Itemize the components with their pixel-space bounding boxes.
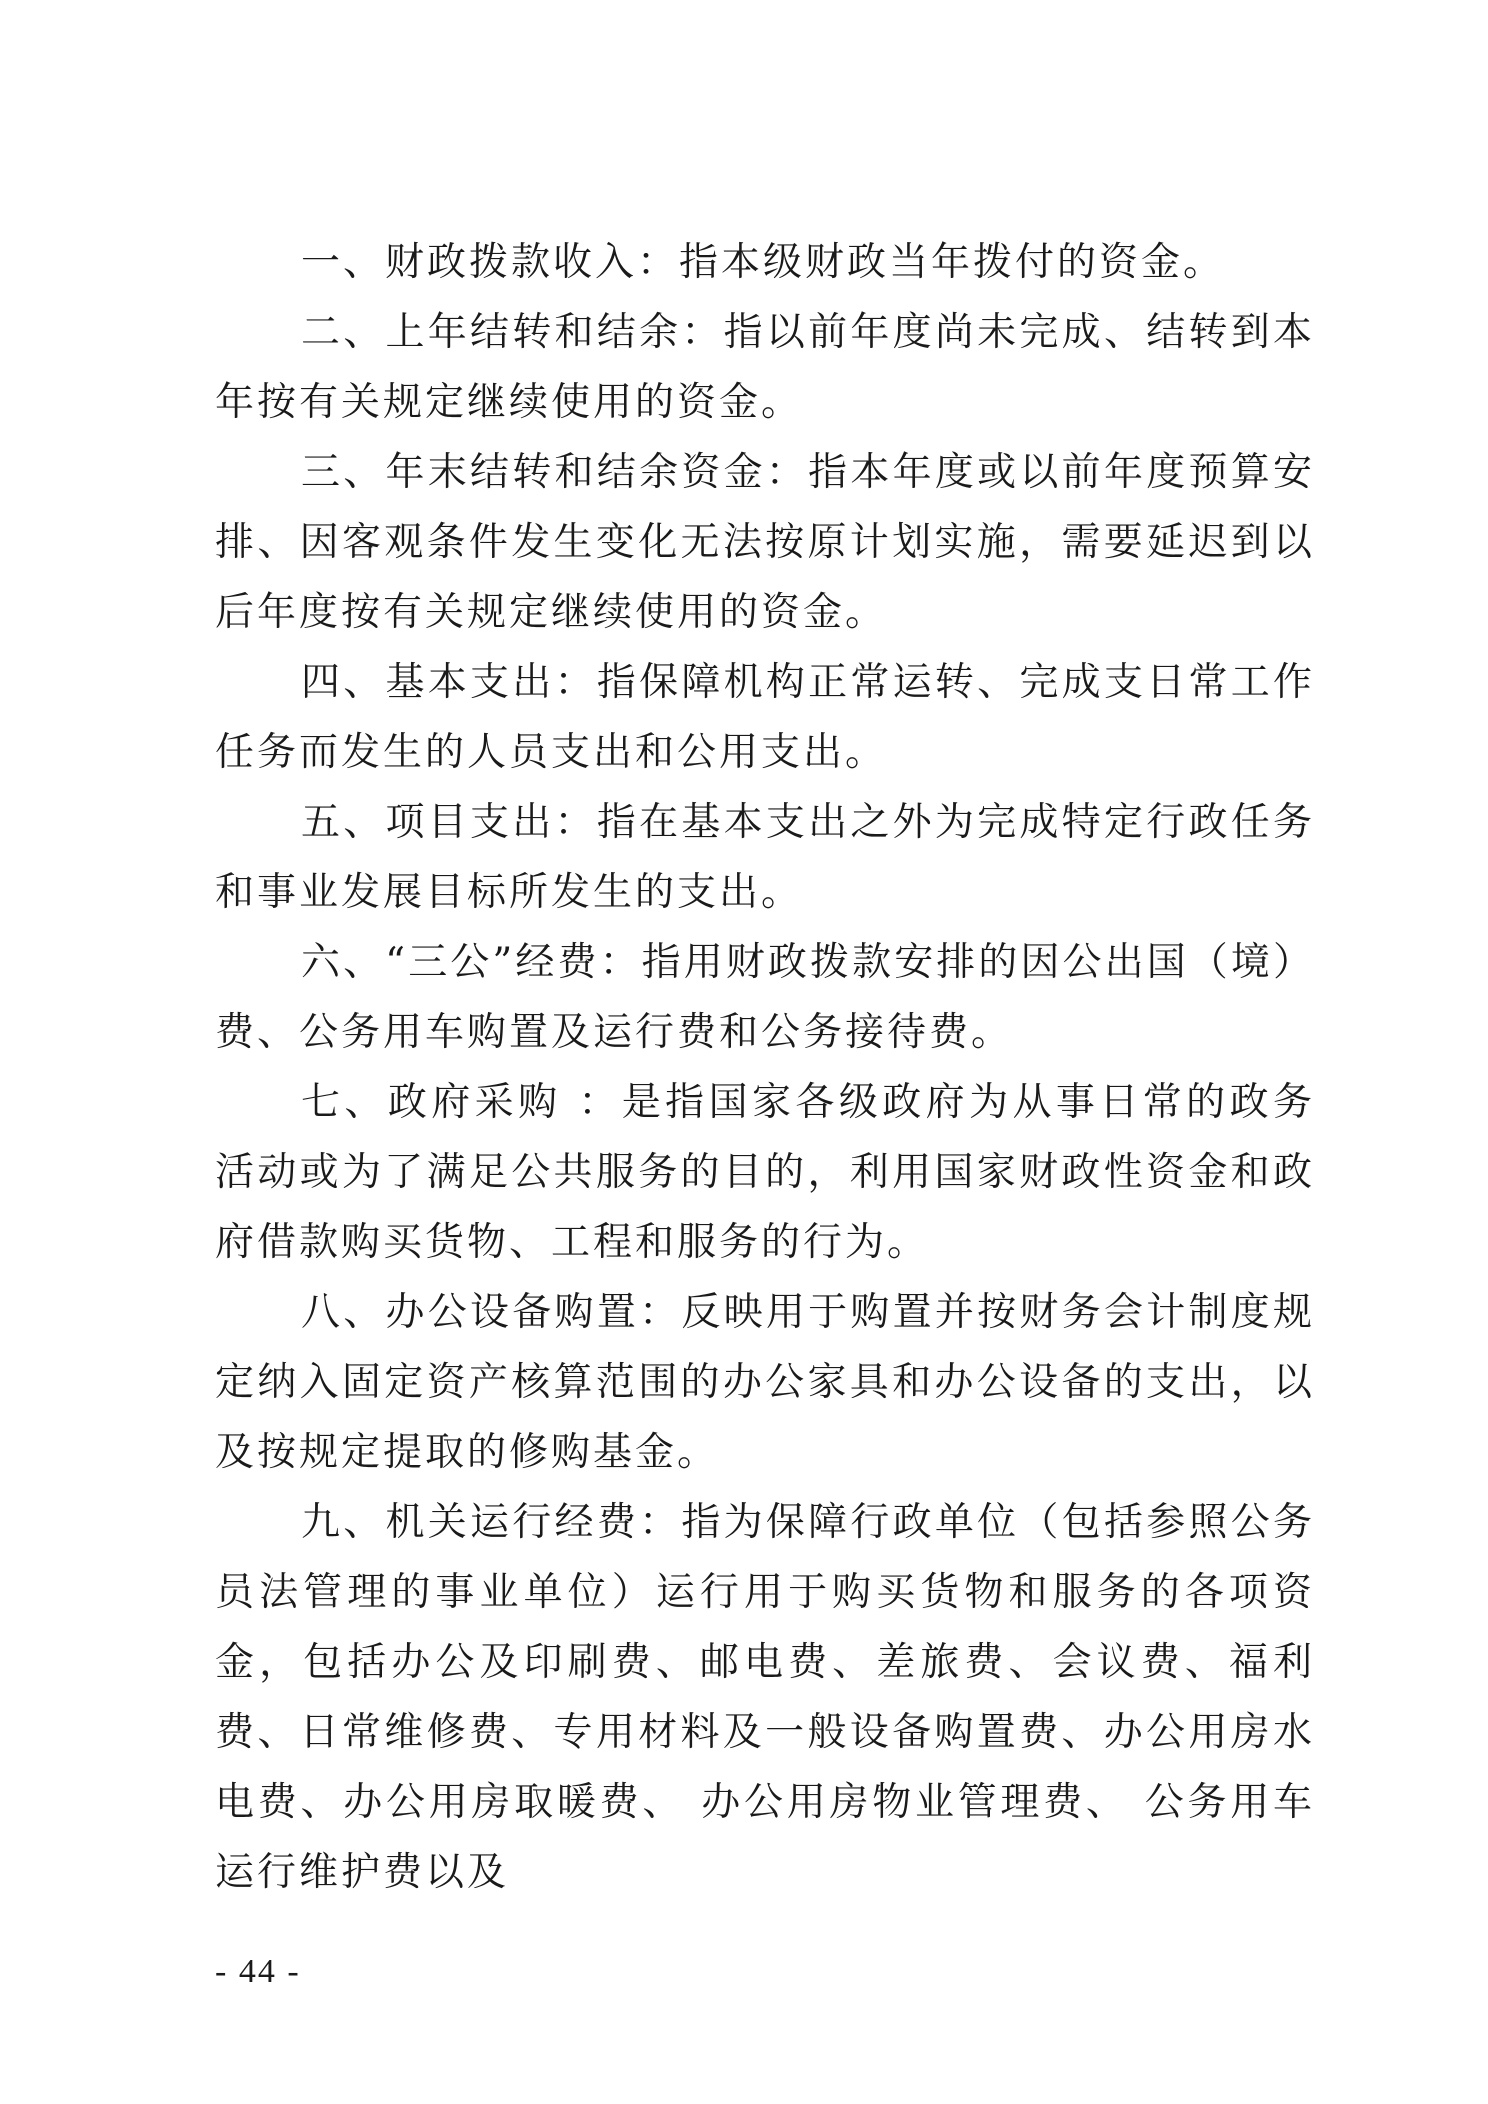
- paragraph-three-public-expenses: 六、“三公”经费：指用财政拨款安排的因公出国（境）费、公务用车购置及运行费和公务接待费。: [215, 940, 1315, 1055]
- page-number: - 44 -: [215, 1953, 301, 1990]
- paragraph-project-expenditure: 五、项目支出：指在基本支出之外为完成特定行政任务和事业发展目标所发生的支出。: [215, 800, 1315, 915]
- paragraph-year-end-carryover-funds: 三、年末结转和结余资金：指本年度或以前年度预算安排、因客观条件发生变化无法按原计划实施，需要延迟到以后年度按有关规定继续使用的资金。: [215, 450, 1315, 635]
- paragraph-fiscal-appropriation-income: 一、财政拨款收入：指本级财政当年拨付的资金。: [301, 240, 1226, 285]
- paragraph-previous-year-carryover: 二、上年结转和结余：指以前年度尚未完成、结转到本年按有关规定继续使用的资金。: [215, 310, 1315, 425]
- paragraph-government-procurement: 七、政府采购 ：是指国家各级政府为从事日常的政务活动或为了满足公共服务的目的，利用国家财政性资金和政府借款购买货物、工程和服务的行为。: [215, 1080, 1315, 1265]
- paragraph-office-equipment-purchase: 八、办公设备购置：反映用于购置并按财务会计制度规定纳入固定资产核算范围的办公家具和办公设备的支出，以及按规定提取的修购基金。: [215, 1290, 1315, 1475]
- body-text: [215, 228, 1315, 1908]
- paragraph-agency-operating-expenses: 九、机关运行经费：指为保障行政单位（包括参照公务员法管理的事业单位）运行用于购买货物和服务的各项资金，包括办公及印刷费、邮电费、差旅费、会议费、福利费、日常维修费、专用材料及一般设备购置费、办公用房水电费、办公用房取暖费、 办公用房物业管理费、 公务用车运行维护费以及: [215, 1500, 1315, 1895]
- paragraph-basic-expenditure: 四、基本支出：指保障机构正常运转、完成支日常工作任务而发生的人员支出和公用支出。: [215, 660, 1315, 775]
